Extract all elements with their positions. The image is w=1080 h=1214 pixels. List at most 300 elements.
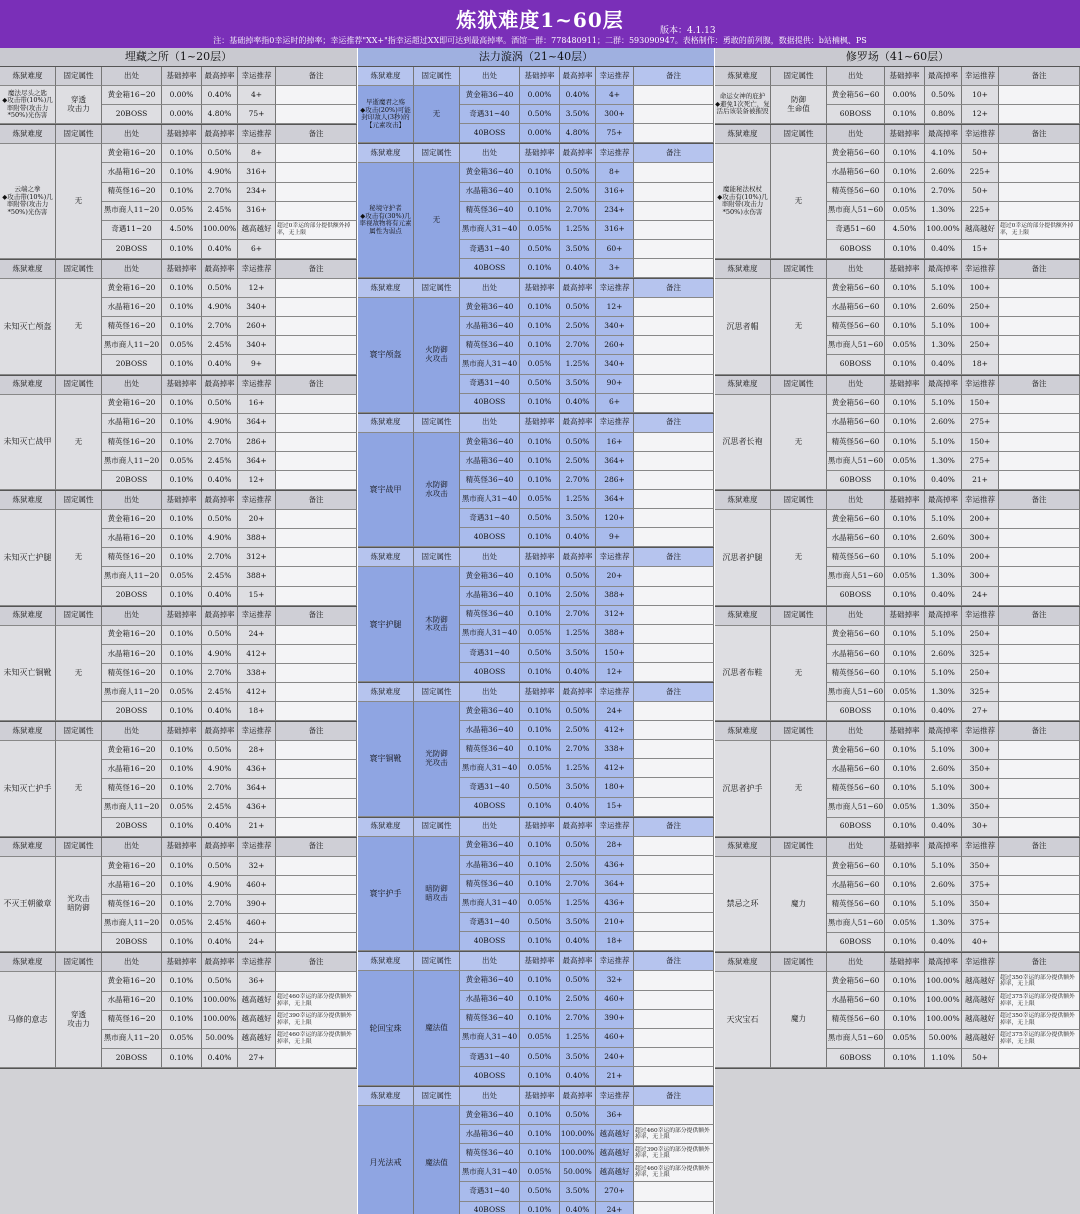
base-rate-cell: 0.10%: [162, 857, 202, 876]
header-difficulty: 炼狱难度: [0, 376, 56, 395]
header-base-rate: 基础掉率: [520, 144, 560, 163]
source-cell: 黄金箱56~60: [827, 626, 885, 645]
luck-rec-cell: 越高越好: [596, 1163, 634, 1182]
item-name: 未知灭亡战甲: [0, 395, 56, 490]
base-rate-cell: 0.10%: [520, 663, 560, 682]
base-rate-cell: 0.05%: [885, 452, 925, 471]
max-rate-cell: 0.50%: [560, 567, 596, 586]
base-rate-cell: 0.05%: [885, 799, 925, 818]
base-rate-cell: 0.05%: [162, 683, 202, 702]
header-fixed-attr: 固定属性: [771, 376, 827, 395]
notes-cell: [634, 394, 714, 413]
source-cell: 黑市商人11~20: [102, 452, 162, 471]
luck-rec-cell: 30+: [962, 818, 999, 837]
source-cell: 黑市商人31~40: [460, 490, 520, 509]
header-max-rate: 最高掉率: [560, 1087, 596, 1106]
source-cell: 水晶箱56~60: [827, 529, 885, 548]
header-base-rate: 基础掉率: [162, 838, 202, 857]
luck-rec-cell: 越高越好: [962, 221, 999, 240]
luck-rec-cell: 12+: [238, 279, 276, 298]
base-rate-cell: 0.10%: [885, 279, 925, 298]
max-rate-cell: 100.00%: [202, 1011, 238, 1030]
luck-rec-cell: 340+: [238, 298, 276, 317]
luck-rec-cell: 388+: [238, 567, 276, 586]
base-rate-cell: 0.10%: [162, 529, 202, 548]
source-cell: 黄金箱56~60: [827, 857, 885, 876]
source-cell: 黄金箱36~40: [460, 86, 520, 105]
base-rate-cell: 0.10%: [162, 1049, 202, 1068]
header-luck-rec: 幸运推荐: [962, 260, 999, 279]
base-rate-cell: 0.50%: [520, 105, 560, 124]
luck-rec-cell: 越高越好: [238, 1030, 276, 1049]
luck-rec-cell: 24+: [596, 1202, 634, 1214]
base-rate-cell: 0.50%: [520, 1182, 560, 1201]
notes-cell: [276, 914, 357, 933]
luck-rec-cell: 275+: [962, 414, 999, 433]
header-difficulty: 炼狱难度: [358, 144, 414, 163]
header-difficulty: 炼狱难度: [715, 491, 771, 510]
max-rate-cell: 2.50%: [560, 317, 596, 336]
max-rate-cell: 2.70%: [925, 183, 962, 202]
source-cell: 黑市商人51~60: [827, 567, 885, 586]
luck-rec-cell: 250+: [962, 336, 999, 355]
item-section: [358, 548, 714, 683]
notes-cell: [999, 645, 1080, 664]
max-rate-cell: 0.40%: [202, 240, 238, 259]
base-rate-cell: 0.10%: [162, 992, 202, 1011]
base-rate-cell: 0.10%: [520, 567, 560, 586]
base-rate-cell: 0.10%: [162, 471, 202, 490]
header-max-rate: 最高掉率: [560, 67, 596, 86]
notes-cell: [999, 876, 1080, 895]
notes-cell: [999, 529, 1080, 548]
source-cell: 水晶箱16~20: [102, 992, 162, 1011]
header-note: 注：基础掉率指0幸运时的掉率；幸运推荐"XX+"指幸运超过XX即可达到最高掉率。酒馆一群：778480911；二群：593090947。表格制作：勇敢的前列腺，数据提供：b站楠枫、PS: [213, 36, 867, 45]
source-cell: 60BOSS: [827, 587, 885, 606]
source-cell: 黄金箱36~40: [460, 837, 520, 856]
base-rate-cell: 0.10%: [162, 395, 202, 414]
luck-rec-cell: 50+: [962, 183, 999, 202]
header-luck-rec: 幸运推荐: [596, 67, 634, 86]
notes-cell: [634, 202, 714, 221]
header-base-rate: 基础掉率: [162, 125, 202, 144]
header-source: 出处: [460, 952, 520, 971]
header-notes: 备注: [999, 260, 1080, 279]
base-rate-cell: 0.10%: [520, 1067, 560, 1086]
luck-rec-cell: 75+: [238, 105, 276, 124]
header-fixed-attr: 固定属性: [414, 818, 460, 837]
base-rate-cell: 0.10%: [885, 105, 925, 124]
notes-cell: [276, 105, 357, 124]
item-fixed-attr: 无: [414, 86, 460, 143]
notes-cell: [999, 240, 1080, 259]
notes-cell: [999, 741, 1080, 760]
notes-cell: [276, 818, 357, 837]
header-notes: 备注: [276, 67, 357, 86]
notes-cell: 超过0幸运的部分提供额外掉率，无上限: [276, 221, 357, 240]
header-fixed-attr: 固定属性: [771, 125, 827, 144]
source-cell: 精英怪56~60: [827, 183, 885, 202]
max-rate-cell: 0.50%: [202, 857, 238, 876]
base-rate-cell: 0.10%: [162, 355, 202, 374]
source-cell: 40BOSS: [460, 259, 520, 278]
notes-cell: [276, 279, 357, 298]
max-rate-cell: 2.60%: [925, 645, 962, 664]
item-name: 寰宇铜靴: [358, 702, 414, 817]
luck-rec-cell: 300+: [962, 779, 999, 798]
header-fixed-attr: 固定属性: [56, 607, 102, 626]
notes-cell: [634, 991, 714, 1010]
max-rate-cell: 1.25%: [560, 759, 596, 778]
base-rate-cell: 0.10%: [885, 895, 925, 914]
notes-cell: [634, 1010, 714, 1029]
base-rate-cell: 0.10%: [885, 510, 925, 529]
source-cell: 60BOSS: [827, 240, 885, 259]
source-cell: 40BOSS: [460, 663, 520, 682]
header-notes: 备注: [999, 953, 1080, 972]
header-fixed-attr: 固定属性: [771, 838, 827, 857]
source-cell: 黄金箱36~40: [460, 163, 520, 182]
max-rate-cell: 0.40%: [925, 471, 962, 490]
source-cell: 20BOSS: [102, 702, 162, 721]
luck-rec-cell: 27+: [238, 1049, 276, 1068]
notes-cell: [276, 664, 357, 683]
max-rate-cell: 0.50%: [202, 972, 238, 991]
header-max-rate: 最高掉率: [925, 491, 962, 510]
source-cell: 水晶箱36~40: [460, 1125, 520, 1144]
header-notes: 备注: [634, 1087, 714, 1106]
item-fixed-attr: 无: [414, 163, 460, 278]
source-cell: 黄金箱56~60: [827, 279, 885, 298]
base-rate-cell: 0.10%: [885, 818, 925, 837]
luck-rec-cell: 364+: [238, 414, 276, 433]
item-fixed-attr: 水防御 水攻击: [414, 433, 460, 548]
notes-cell: [634, 606, 714, 625]
item-fixed-attr: 光防御 光攻击: [414, 702, 460, 817]
column-title: 修罗场（41~60层）: [715, 48, 1080, 67]
luck-rec-cell: 412+: [238, 645, 276, 664]
source-cell: 精英怪36~40: [460, 1010, 520, 1029]
base-rate-cell: 0.00%: [520, 124, 560, 143]
base-rate-cell: 0.05%: [520, 894, 560, 913]
notes-cell: [276, 645, 357, 664]
notes-cell: [999, 298, 1080, 317]
header-source: 出处: [460, 548, 520, 567]
notes-cell: [634, 1067, 714, 1086]
header-source: 出处: [460, 67, 520, 86]
luck-rec-cell: 316+: [238, 202, 276, 221]
notes-cell: [276, 144, 357, 163]
header-luck-rec: 幸运推荐: [238, 722, 276, 741]
header-fixed-attr: 固定属性: [56, 260, 102, 279]
max-rate-cell: 5.10%: [925, 626, 962, 645]
item-name: 寰宇颅盔: [358, 298, 414, 413]
source-cell: 奇遇31~40: [460, 375, 520, 394]
item-fixed-attr: 魔法值: [414, 1106, 460, 1214]
header-base-rate: 基础掉率: [885, 125, 925, 144]
max-rate-cell: 0.50%: [202, 510, 238, 529]
item-section: [358, 279, 714, 414]
item-section: [0, 260, 357, 376]
base-rate-cell: 0.10%: [885, 240, 925, 259]
notes-cell: [634, 86, 714, 105]
base-rate-cell: 0.10%: [162, 587, 202, 606]
notes-cell: [999, 567, 1080, 586]
item-section: [715, 953, 1080, 1069]
max-rate-cell: 5.10%: [925, 433, 962, 452]
header-fixed-attr: 固定属性: [414, 683, 460, 702]
source-cell: 精英怪16~20: [102, 895, 162, 914]
luck-rec-cell: 8+: [596, 163, 634, 182]
header-luck-rec: 幸运推荐: [238, 125, 276, 144]
max-rate-cell: 100.00%: [925, 1011, 962, 1030]
header-difficulty: 炼狱难度: [0, 125, 56, 144]
column-asura-field: [715, 48, 1080, 1214]
header-notes: 备注: [634, 414, 714, 433]
luck-rec-cell: 100+: [962, 317, 999, 336]
source-cell: 精英怪16~20: [102, 433, 162, 452]
item-section: [715, 376, 1080, 492]
header-base-rate: 基础掉率: [520, 548, 560, 567]
max-rate-cell: 1.30%: [925, 683, 962, 702]
notes-cell: 超过460幸运的部分提供额外掉率，无上限: [276, 1030, 357, 1049]
notes-cell: [634, 1106, 714, 1125]
luck-rec-cell: 460+: [596, 1029, 634, 1048]
source-cell: 精英怪36~40: [460, 875, 520, 894]
base-rate-cell: 0.10%: [520, 837, 560, 856]
max-rate-cell: 2.60%: [925, 298, 962, 317]
header-source: 出处: [827, 953, 885, 972]
luck-rec-cell: 36+: [238, 972, 276, 991]
base-rate-cell: 0.10%: [885, 548, 925, 567]
max-rate-cell: 1.30%: [925, 452, 962, 471]
header-fixed-attr: 固定属性: [414, 952, 460, 971]
base-rate-cell: 0.10%: [885, 972, 925, 991]
max-rate-cell: 1.30%: [925, 799, 962, 818]
source-cell: 精英怪16~20: [102, 317, 162, 336]
max-rate-cell: 5.10%: [925, 664, 962, 683]
header-fixed-attr: 固定属性: [414, 414, 460, 433]
header-max-rate: 最高掉率: [925, 838, 962, 857]
source-cell: 精英怪16~20: [102, 779, 162, 798]
notes-cell: [276, 240, 357, 259]
notes-cell: [276, 702, 357, 721]
luck-rec-cell: 24+: [962, 587, 999, 606]
max-rate-cell: 4.90%: [202, 414, 238, 433]
source-cell: 黑市商人11~20: [102, 683, 162, 702]
item-section: [0, 67, 357, 125]
max-rate-cell: 4.10%: [925, 144, 962, 163]
notes-cell: [999, 510, 1080, 529]
notes-cell: [634, 298, 714, 317]
header-fixed-attr: 固定属性: [56, 125, 102, 144]
base-rate-cell: 0.10%: [885, 529, 925, 548]
luck-rec-cell: 364+: [596, 452, 634, 471]
header-base-rate: 基础掉率: [885, 722, 925, 741]
source-cell: 水晶箱56~60: [827, 163, 885, 182]
item-fixed-attr: 无: [56, 626, 102, 721]
header-base-rate: 基础掉率: [885, 260, 925, 279]
base-rate-cell: 0.10%: [520, 163, 560, 182]
item-fixed-attr: 无: [56, 510, 102, 605]
header-difficulty: 炼狱难度: [0, 67, 56, 86]
luck-rec-cell: 20+: [596, 567, 634, 586]
base-rate-cell: 0.10%: [885, 779, 925, 798]
base-rate-cell: 0.10%: [162, 298, 202, 317]
max-rate-cell: 0.40%: [202, 933, 238, 952]
notes-cell: [634, 259, 714, 278]
header-base-rate: 基础掉率: [885, 67, 925, 86]
item-fixed-attr: 魔法值: [414, 971, 460, 1086]
luck-rec-cell: 375+: [962, 876, 999, 895]
header-base-rate: 基础掉率: [520, 683, 560, 702]
source-cell: 60BOSS: [827, 105, 885, 124]
notes-cell: [634, 105, 714, 124]
notes-cell: [634, 778, 714, 797]
notes-cell: [276, 548, 357, 567]
max-rate-cell: 0.50%: [560, 971, 596, 990]
source-cell: 水晶箱56~60: [827, 298, 885, 317]
base-rate-cell: 0.10%: [162, 741, 202, 760]
header-luck-rec: 幸运推荐: [238, 67, 276, 86]
base-rate-cell: 0.05%: [520, 355, 560, 374]
item-name: 沉思者帽: [715, 279, 771, 374]
luck-rec-cell: 210+: [596, 913, 634, 932]
base-rate-cell: 0.10%: [162, 183, 202, 202]
luck-rec-cell: 32+: [238, 857, 276, 876]
header-max-rate: 最高掉率: [560, 548, 596, 567]
header-notes: 备注: [999, 491, 1080, 510]
notes-cell: [634, 221, 714, 240]
header-base-rate: 基础掉率: [520, 818, 560, 837]
base-rate-cell: 0.05%: [162, 336, 202, 355]
luck-rec-cell: 436+: [238, 799, 276, 818]
luck-rec-cell: 325+: [962, 645, 999, 664]
luck-rec-cell: 12+: [962, 105, 999, 124]
luck-rec-cell: 260+: [238, 317, 276, 336]
header-base-rate: 基础掉率: [520, 414, 560, 433]
header-base-rate: 基础掉率: [162, 67, 202, 86]
base-rate-cell: 0.10%: [520, 875, 560, 894]
luck-rec-cell: 12+: [596, 663, 634, 682]
base-rate-cell: 0.10%: [885, 645, 925, 664]
item-section: [715, 607, 1080, 723]
notes-cell: [634, 183, 714, 202]
base-rate-cell: 0.10%: [520, 740, 560, 759]
item-section: [358, 67, 714, 144]
luck-rec-cell: 390+: [238, 895, 276, 914]
item-fixed-attr: 无: [771, 741, 827, 836]
luck-rec-cell: 350+: [962, 895, 999, 914]
base-rate-cell: 0.10%: [520, 317, 560, 336]
source-cell: 黑市商人11~20: [102, 1030, 162, 1049]
source-cell: 40BOSS: [460, 798, 520, 817]
header-notes: 备注: [634, 683, 714, 702]
luck-rec-cell: 越高越好: [238, 1011, 276, 1030]
header-luck-rec: 幸运推荐: [962, 376, 999, 395]
max-rate-cell: 2.50%: [560, 183, 596, 202]
item-section: [715, 125, 1080, 260]
base-rate-cell: 0.10%: [162, 972, 202, 991]
max-rate-cell: 0.40%: [560, 1202, 596, 1214]
header-notes: 备注: [634, 279, 714, 298]
header-source: 出处: [460, 818, 520, 837]
header-notes: 备注: [276, 491, 357, 510]
max-rate-cell: 1.30%: [925, 567, 962, 586]
luck-rec-cell: 338+: [238, 664, 276, 683]
source-cell: 黄金箱56~60: [827, 972, 885, 991]
luck-rec-cell: 316+: [596, 221, 634, 240]
header-fixed-attr: 固定属性: [771, 722, 827, 741]
luck-rec-cell: 24+: [238, 933, 276, 952]
notes-cell: [634, 702, 714, 721]
header-difficulty: 炼狱难度: [715, 722, 771, 741]
max-rate-cell: 2.45%: [202, 567, 238, 586]
base-rate-cell: 0.10%: [520, 856, 560, 875]
max-rate-cell: 3.50%: [560, 509, 596, 528]
source-cell: 黑市商人31~40: [460, 625, 520, 644]
source-cell: 60BOSS: [827, 933, 885, 952]
header-luck-rec: 幸运推荐: [238, 607, 276, 626]
max-rate-cell: 3.50%: [560, 105, 596, 124]
source-cell: 水晶箱16~20: [102, 414, 162, 433]
column-title: 法力漩涡（21~40层）: [358, 48, 714, 67]
max-rate-cell: 1.25%: [560, 355, 596, 374]
luck-rec-cell: 300+: [962, 741, 999, 760]
notes-cell: [634, 663, 714, 682]
item-name: 云端之拳 ◆攻击带(10%)几率附带(攻击力*50%)光伤害: [0, 144, 56, 259]
max-rate-cell: 4.90%: [202, 163, 238, 182]
base-rate-cell: 0.10%: [162, 548, 202, 567]
base-rate-cell: 0.10%: [162, 895, 202, 914]
base-rate-cell: 0.10%: [520, 528, 560, 547]
max-rate-cell: 0.80%: [925, 105, 962, 124]
notes-cell: [276, 587, 357, 606]
header-fixed-attr: 固定属性: [771, 67, 827, 86]
source-cell: 60BOSS: [827, 471, 885, 490]
column-mana-vortex: [358, 48, 714, 1214]
base-rate-cell: 0.10%: [885, 471, 925, 490]
base-rate-cell: 0.10%: [885, 144, 925, 163]
luck-rec-cell: 40+: [962, 933, 999, 952]
item-fixed-attr: 无: [56, 395, 102, 490]
source-cell: 黄金箱16~20: [102, 857, 162, 876]
luck-rec-cell: 390+: [596, 1010, 634, 1029]
base-rate-cell: 0.10%: [520, 298, 560, 317]
luck-rec-cell: 350+: [962, 760, 999, 779]
base-rate-cell: 0.05%: [520, 759, 560, 778]
luck-rec-cell: 15+: [596, 798, 634, 817]
base-rate-cell: 0.10%: [885, 992, 925, 1011]
item-section: [715, 491, 1080, 607]
luck-rec-cell: 9+: [238, 355, 276, 374]
item-fixed-attr: 无: [771, 626, 827, 721]
max-rate-cell: 100.00%: [202, 221, 238, 240]
item-name: 沉思者布鞋: [715, 626, 771, 721]
header-notes: 备注: [634, 952, 714, 971]
source-cell: 精英怪56~60: [827, 1011, 885, 1030]
header-difficulty: 炼狱难度: [0, 491, 56, 510]
header-source: 出处: [102, 953, 162, 972]
base-rate-cell: 0.05%: [162, 452, 202, 471]
max-rate-cell: 100.00%: [560, 1144, 596, 1163]
luck-rec-cell: 460+: [238, 914, 276, 933]
base-rate-cell: 0.05%: [885, 1030, 925, 1049]
source-cell: 40BOSS: [460, 124, 520, 143]
item-fixed-attr: 魔力: [771, 857, 827, 952]
luck-rec-cell: 12+: [238, 471, 276, 490]
base-rate-cell: 0.10%: [885, 317, 925, 336]
